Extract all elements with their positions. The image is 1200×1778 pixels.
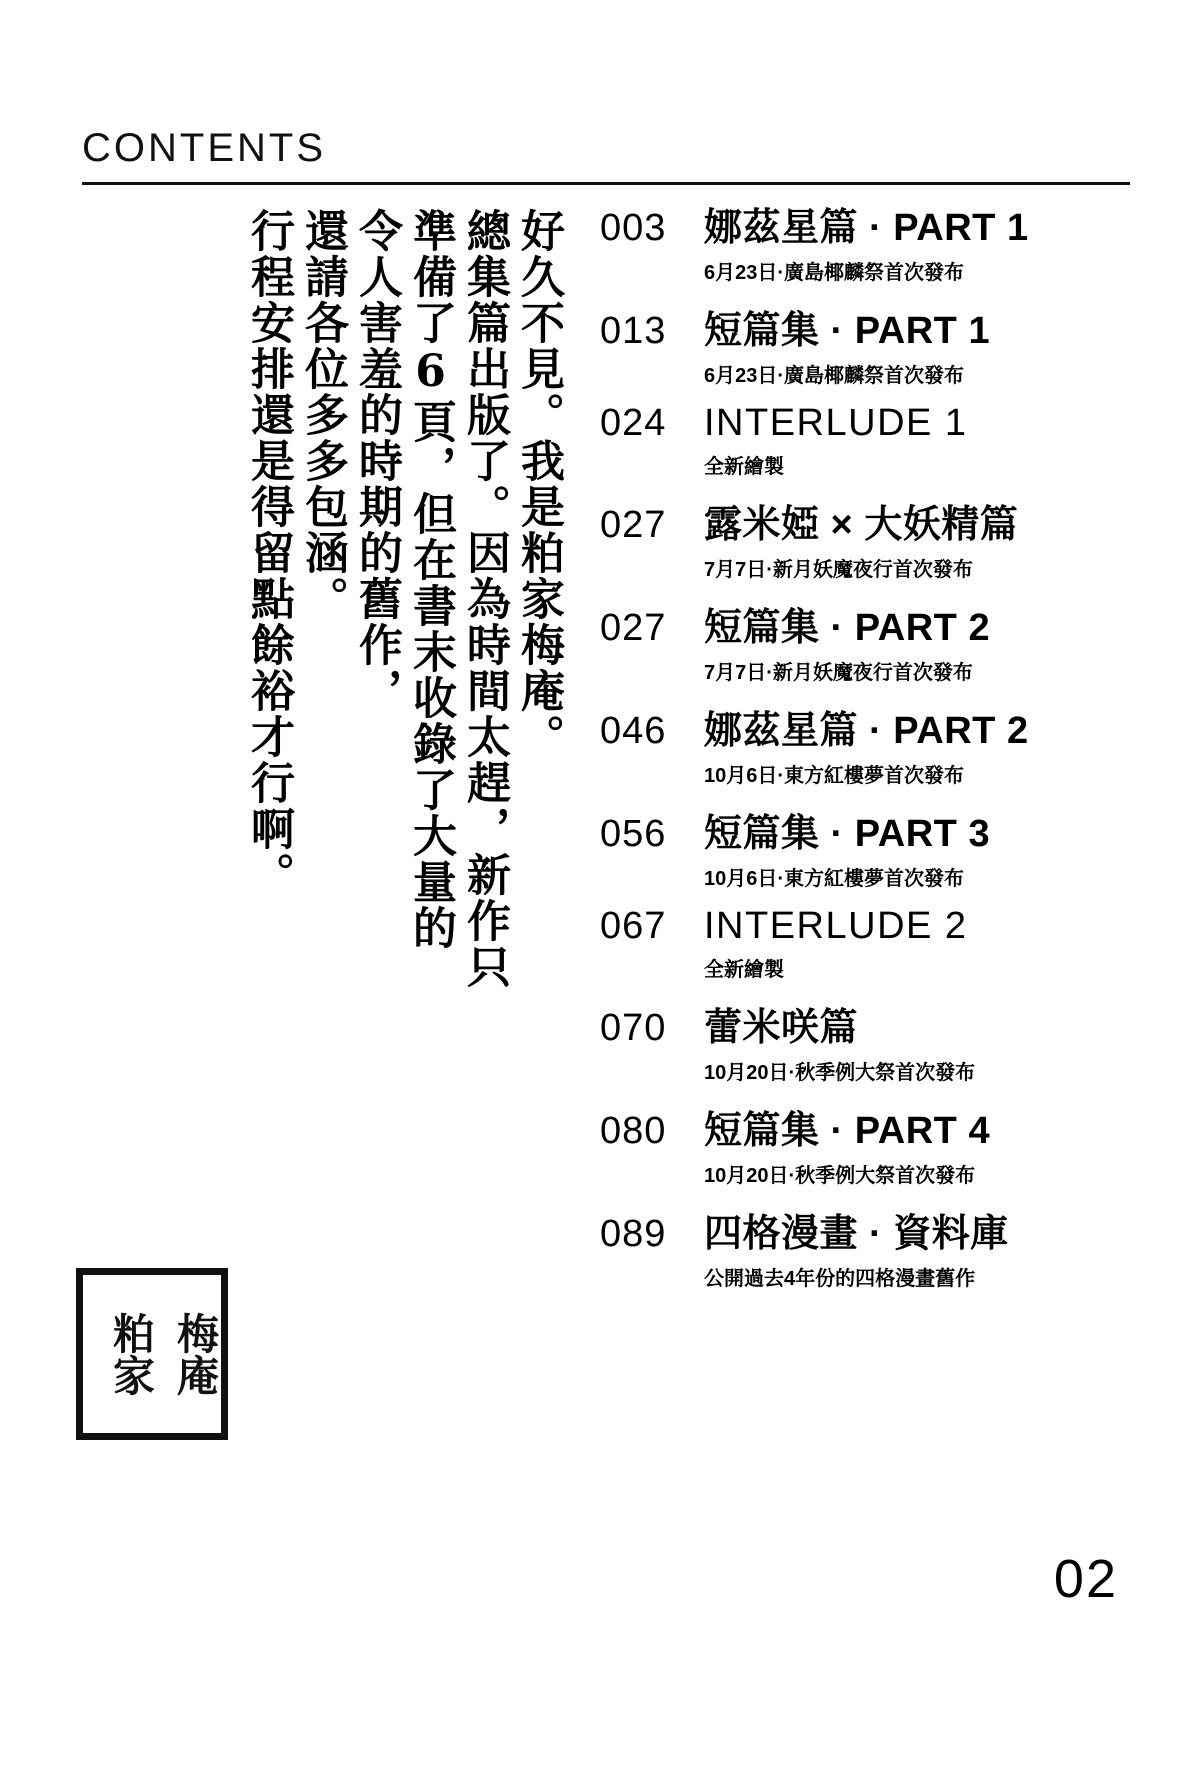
toc-page-number: 067 [600,905,667,947]
preface-line: 行程安排還是得留點餘裕才行啊。 [243,208,294,898]
preface-vertical-text [60,208,564,1298]
toc-entry-title: 娜茲星篇 · PART 1 [704,207,1029,249]
toc-entry-note: 10月20日·秋季例大祭首次發布 [704,1062,976,1084]
toc-page-number: 027 [600,504,667,546]
toc-entry-main [600,596,1060,651]
seal-column-right: 梅庵 [171,1312,220,1396]
toc-entry-main [600,802,1060,857]
toc-entry-main [600,299,1060,354]
seal-column-left: 粕家 [107,1312,156,1396]
toc-page-number: 056 [600,813,667,855]
toc-entry-note: 7月7日·新月妖魔夜行首次發布 [704,559,973,581]
toc-entry[interactable] [600,1099,1060,1188]
toc-entry-note: 10月6日·東方紅樓夢首次發布 [704,765,965,787]
toc-entry-main [600,905,1060,948]
toc-entry-note: 10月6日·東方紅樓夢首次發布 [704,868,965,890]
toc-entry[interactable] [600,299,1060,388]
toc-entry-main [600,402,1060,445]
preface-line: 令人害羞的時期的舊作， [351,208,402,714]
toc-page-number: 024 [600,402,667,444]
table-of-contents [600,196,1060,1305]
toc-page-number: 080 [600,1110,667,1152]
toc-entry-title: 短篇集 · PART 4 [704,1110,991,1152]
toc-page-number: 027 [600,607,667,649]
toc-entry-main [600,699,1060,754]
toc-entry-title: 露米婭 × 大妖精篇 [704,504,1019,546]
toc-entry-title: 短篇集 · PART 2 [704,607,991,649]
toc-entry-note: 公開過去4年份的四格漫畫舊作 [704,1268,976,1290]
page-title: CONTENTS [82,126,326,170]
toc-entry-note: 6月23日·廣島椰麟祭首次發布 [704,262,965,284]
toc-entry-title: 蕾米咲篇 [704,1007,859,1049]
preface-line: 準備了6頁，但在書末收錄了大量的 [405,208,456,951]
toc-entry-note: 6月23日·廣島椰麟祭首次發布 [704,365,965,387]
toc-entry[interactable] [600,802,1060,891]
toc-entry-note: 10月20日·秋季例大祭首次發布 [704,1165,976,1187]
toc-entry[interactable] [600,1202,1060,1291]
toc-entry[interactable] [600,196,1060,285]
toc-entry-title: 四格漫畫 · 資料庫 [704,1213,1009,1255]
preface-line: 還請各位多多包涵。 [297,208,348,622]
toc-entry-note: 7月7日·新月妖魔夜行首次發布 [704,662,973,684]
toc-entry[interactable] [600,996,1060,1085]
artist-seal-stamp [76,1268,228,1440]
toc-entry-main [600,996,1060,1051]
toc-page-number: 003 [600,207,667,249]
toc-entry-main [600,1099,1060,1154]
toc-page-number: 070 [600,1007,667,1049]
preface-line: 好久不見。我是粕家梅庵。 [513,208,564,760]
toc-entry-main [600,1202,1060,1257]
toc-entry-main [600,493,1060,548]
preface-line: 總集篇出版了。因為時間太趕，新作只 [459,208,510,990]
contents-header [82,128,1132,168]
toc-page-number: 089 [600,1213,667,1255]
toc-entry-title: 短篇集 · PART 3 [704,813,991,855]
toc-entry-main [600,196,1060,251]
toc-entry[interactable] [600,493,1060,582]
toc-entry-note: 全新繪製 [704,456,784,478]
toc-entry-title: 短篇集 · PART 1 [704,310,991,352]
header-divider [82,182,1130,185]
toc-entry-title: INTERLUDE 1 [704,402,968,444]
toc-page-number: 013 [600,310,667,352]
toc-entry-title: 娜茲星篇 · PART 2 [704,710,1029,752]
toc-entry[interactable] [600,596,1060,685]
toc-entry-note: 全新繪製 [704,959,784,981]
toc-entry[interactable] [600,905,1060,982]
toc-entry-title: INTERLUDE 2 [704,905,968,947]
toc-entry[interactable] [600,402,1060,479]
toc-page-number: 046 [600,710,667,752]
toc-entry[interactable] [600,699,1060,788]
page-number: 02 [1053,1549,1118,1609]
